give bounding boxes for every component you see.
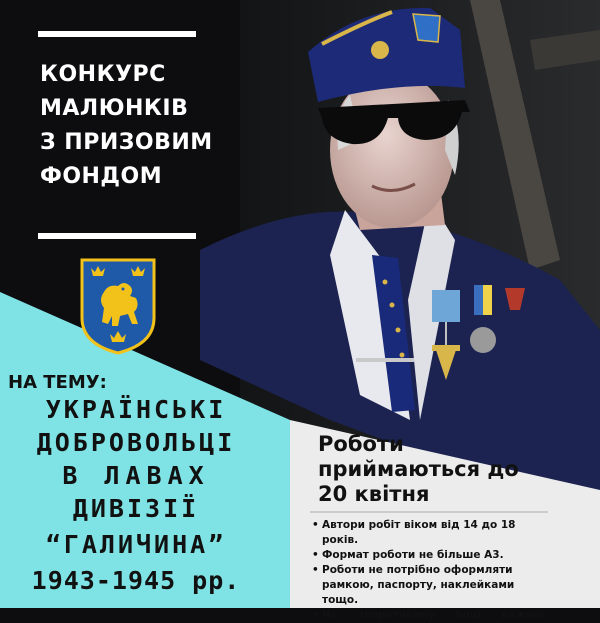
heading-line: МАЛЮНКІВ xyxy=(40,96,189,121)
heading-line: З ПРИЗОВИМ xyxy=(40,130,213,155)
deadline-line: приймаються до xyxy=(318,457,519,481)
heading-line: КОНКУРС xyxy=(40,62,166,87)
heading-bottom-rule xyxy=(38,233,196,239)
rule-item: • На зворотньому боці кожної xyxy=(312,608,544,623)
theme-line: ДИВІЗІЇ xyxy=(72,494,200,523)
rule-item: • Роботи не потрібно оформляти рамкою, паспорту, наклейками тощо. xyxy=(312,563,544,608)
theme-line: “ГАЛИЧИНА” xyxy=(45,530,227,559)
deadline-line: Роботи xyxy=(318,432,404,456)
theme-line: 1943-1945 рр. xyxy=(31,566,241,595)
theme-line: УКРАЇНСЬКІ xyxy=(45,395,227,424)
contest-heading xyxy=(40,58,260,194)
theme-label: НА ТЕМУ: xyxy=(8,372,107,393)
rules-list xyxy=(312,518,544,623)
rule-item: • Формат роботи не більше А3. xyxy=(312,548,544,563)
deadline-notice xyxy=(318,432,568,507)
rule-item: • Автори робіт віком від 14 до 18 років. xyxy=(312,518,544,548)
heading-line: ФОНДОМ xyxy=(40,164,163,189)
theme-line: В ЛАВАХ xyxy=(62,461,210,490)
galicia-lion-coat-of-arms-icon xyxy=(78,256,158,356)
heading-top-rule xyxy=(38,31,196,37)
theme-line: ДОБРОВОЛЬЦІ xyxy=(36,428,236,457)
deadline-line: 20 квітня xyxy=(318,482,430,506)
